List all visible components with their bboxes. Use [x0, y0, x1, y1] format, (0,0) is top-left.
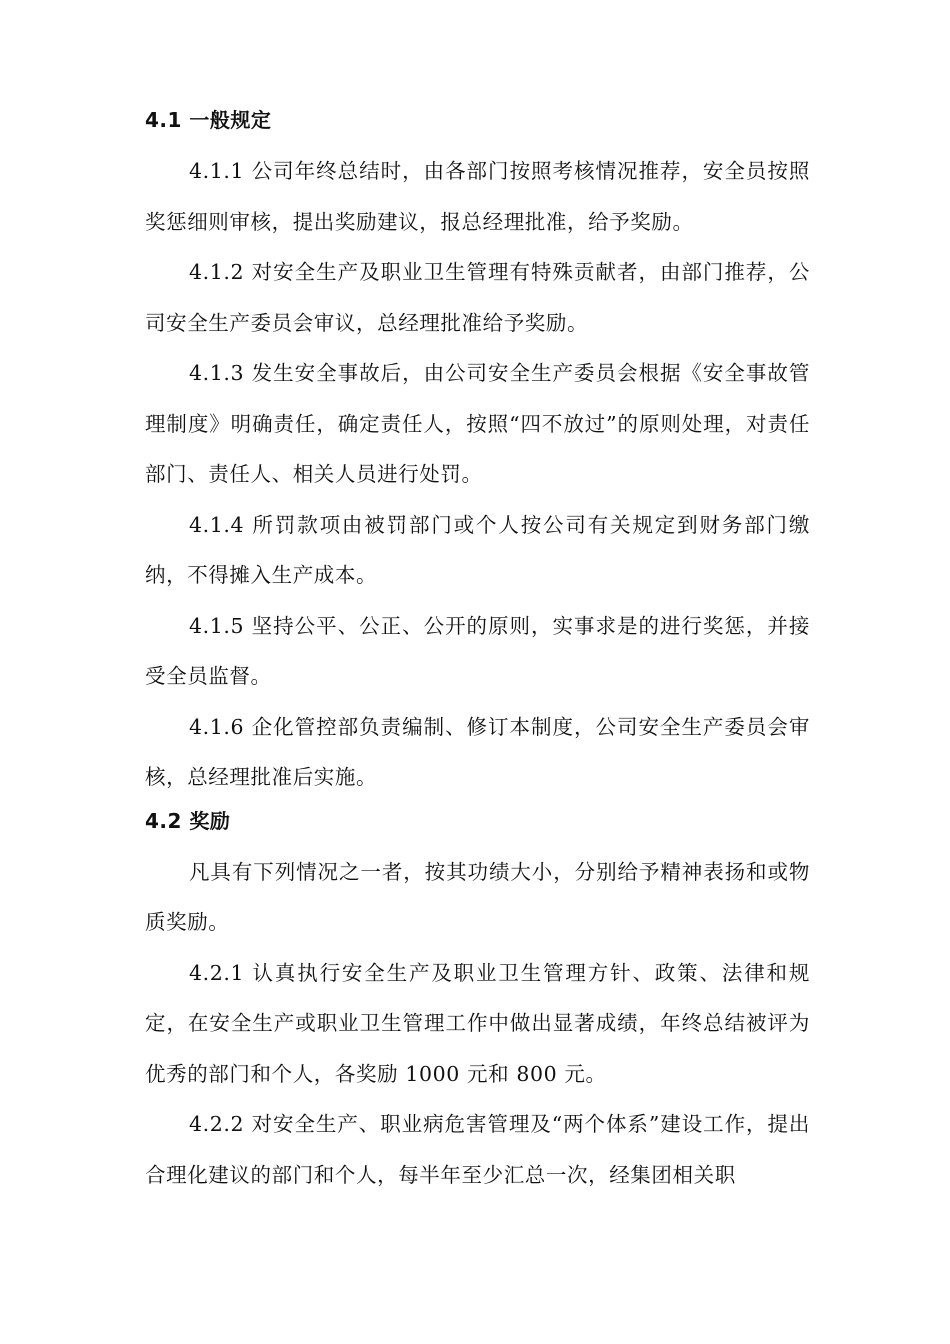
section-heading-4-1: 4.1 一般规定	[145, 108, 272, 132]
paragraph-4-2-2: 4.2.2 对安全生产、职业病危害管理及“两个体系”建设工作，提出合理化建议的部门和个人，每半年至少汇总一次，经集团相关职	[145, 1112, 810, 1187]
paragraph-4-1-2: 4.1.2 对安全生产及职业卫生管理有特殊贡献者，由部门推荐，公司安全生产委员会审议，总经理批准给予奖励。	[145, 260, 810, 335]
paragraph-4-1-5: 4.1.5 坚持公平、公正、公开的原则，实事求是的进行奖惩，并接受全员监督。	[145, 613, 810, 688]
paragraph-4-2-1: 4.2.1 认真执行安全生产及职业卫生管理方针、政策、法律和规定，在安全生产或职业卫生管理工作中做出显著成绩，年终总结被评为优秀的部门和个人，各奖励 1000 元和 800 元。	[145, 960, 810, 1086]
document-body	[145, 100, 810, 1200]
paragraph-4-2-intro: 凡具有下列情况之一者，按其功绩大小，分别给予精神表扬和或物质奖励。	[145, 859, 810, 934]
section-heading-4-2: 4.2 奖励	[145, 808, 231, 833]
paragraph-4-1-4: 4.1.4 所罚款项由被罚部门或个人按公司有关规定到财务部门缴纳，不得摊入生产成本。	[145, 512, 810, 587]
paragraph-4-1-1: 4.1.1 公司年终总结时，由各部门按照考核情况推荐，安全员按照奖惩细则审核，提出奖励建议，报总经理批准，给予奖励。	[145, 159, 810, 234]
paragraph-4-1-3: 4.1.3 发生安全事故后，由公司安全生产委员会根据《安全事故管理制度》明确责任，确定责任人，按照“四不放过”的原则处理，对责任部门、责任人、相关人员进行处罚。	[145, 361, 810, 486]
paragraph-4-1-6: 4.1.6 企化管控部负责编制、修订本制度，公司安全生产委员会审核，总经理批准后实施。	[145, 714, 810, 789]
